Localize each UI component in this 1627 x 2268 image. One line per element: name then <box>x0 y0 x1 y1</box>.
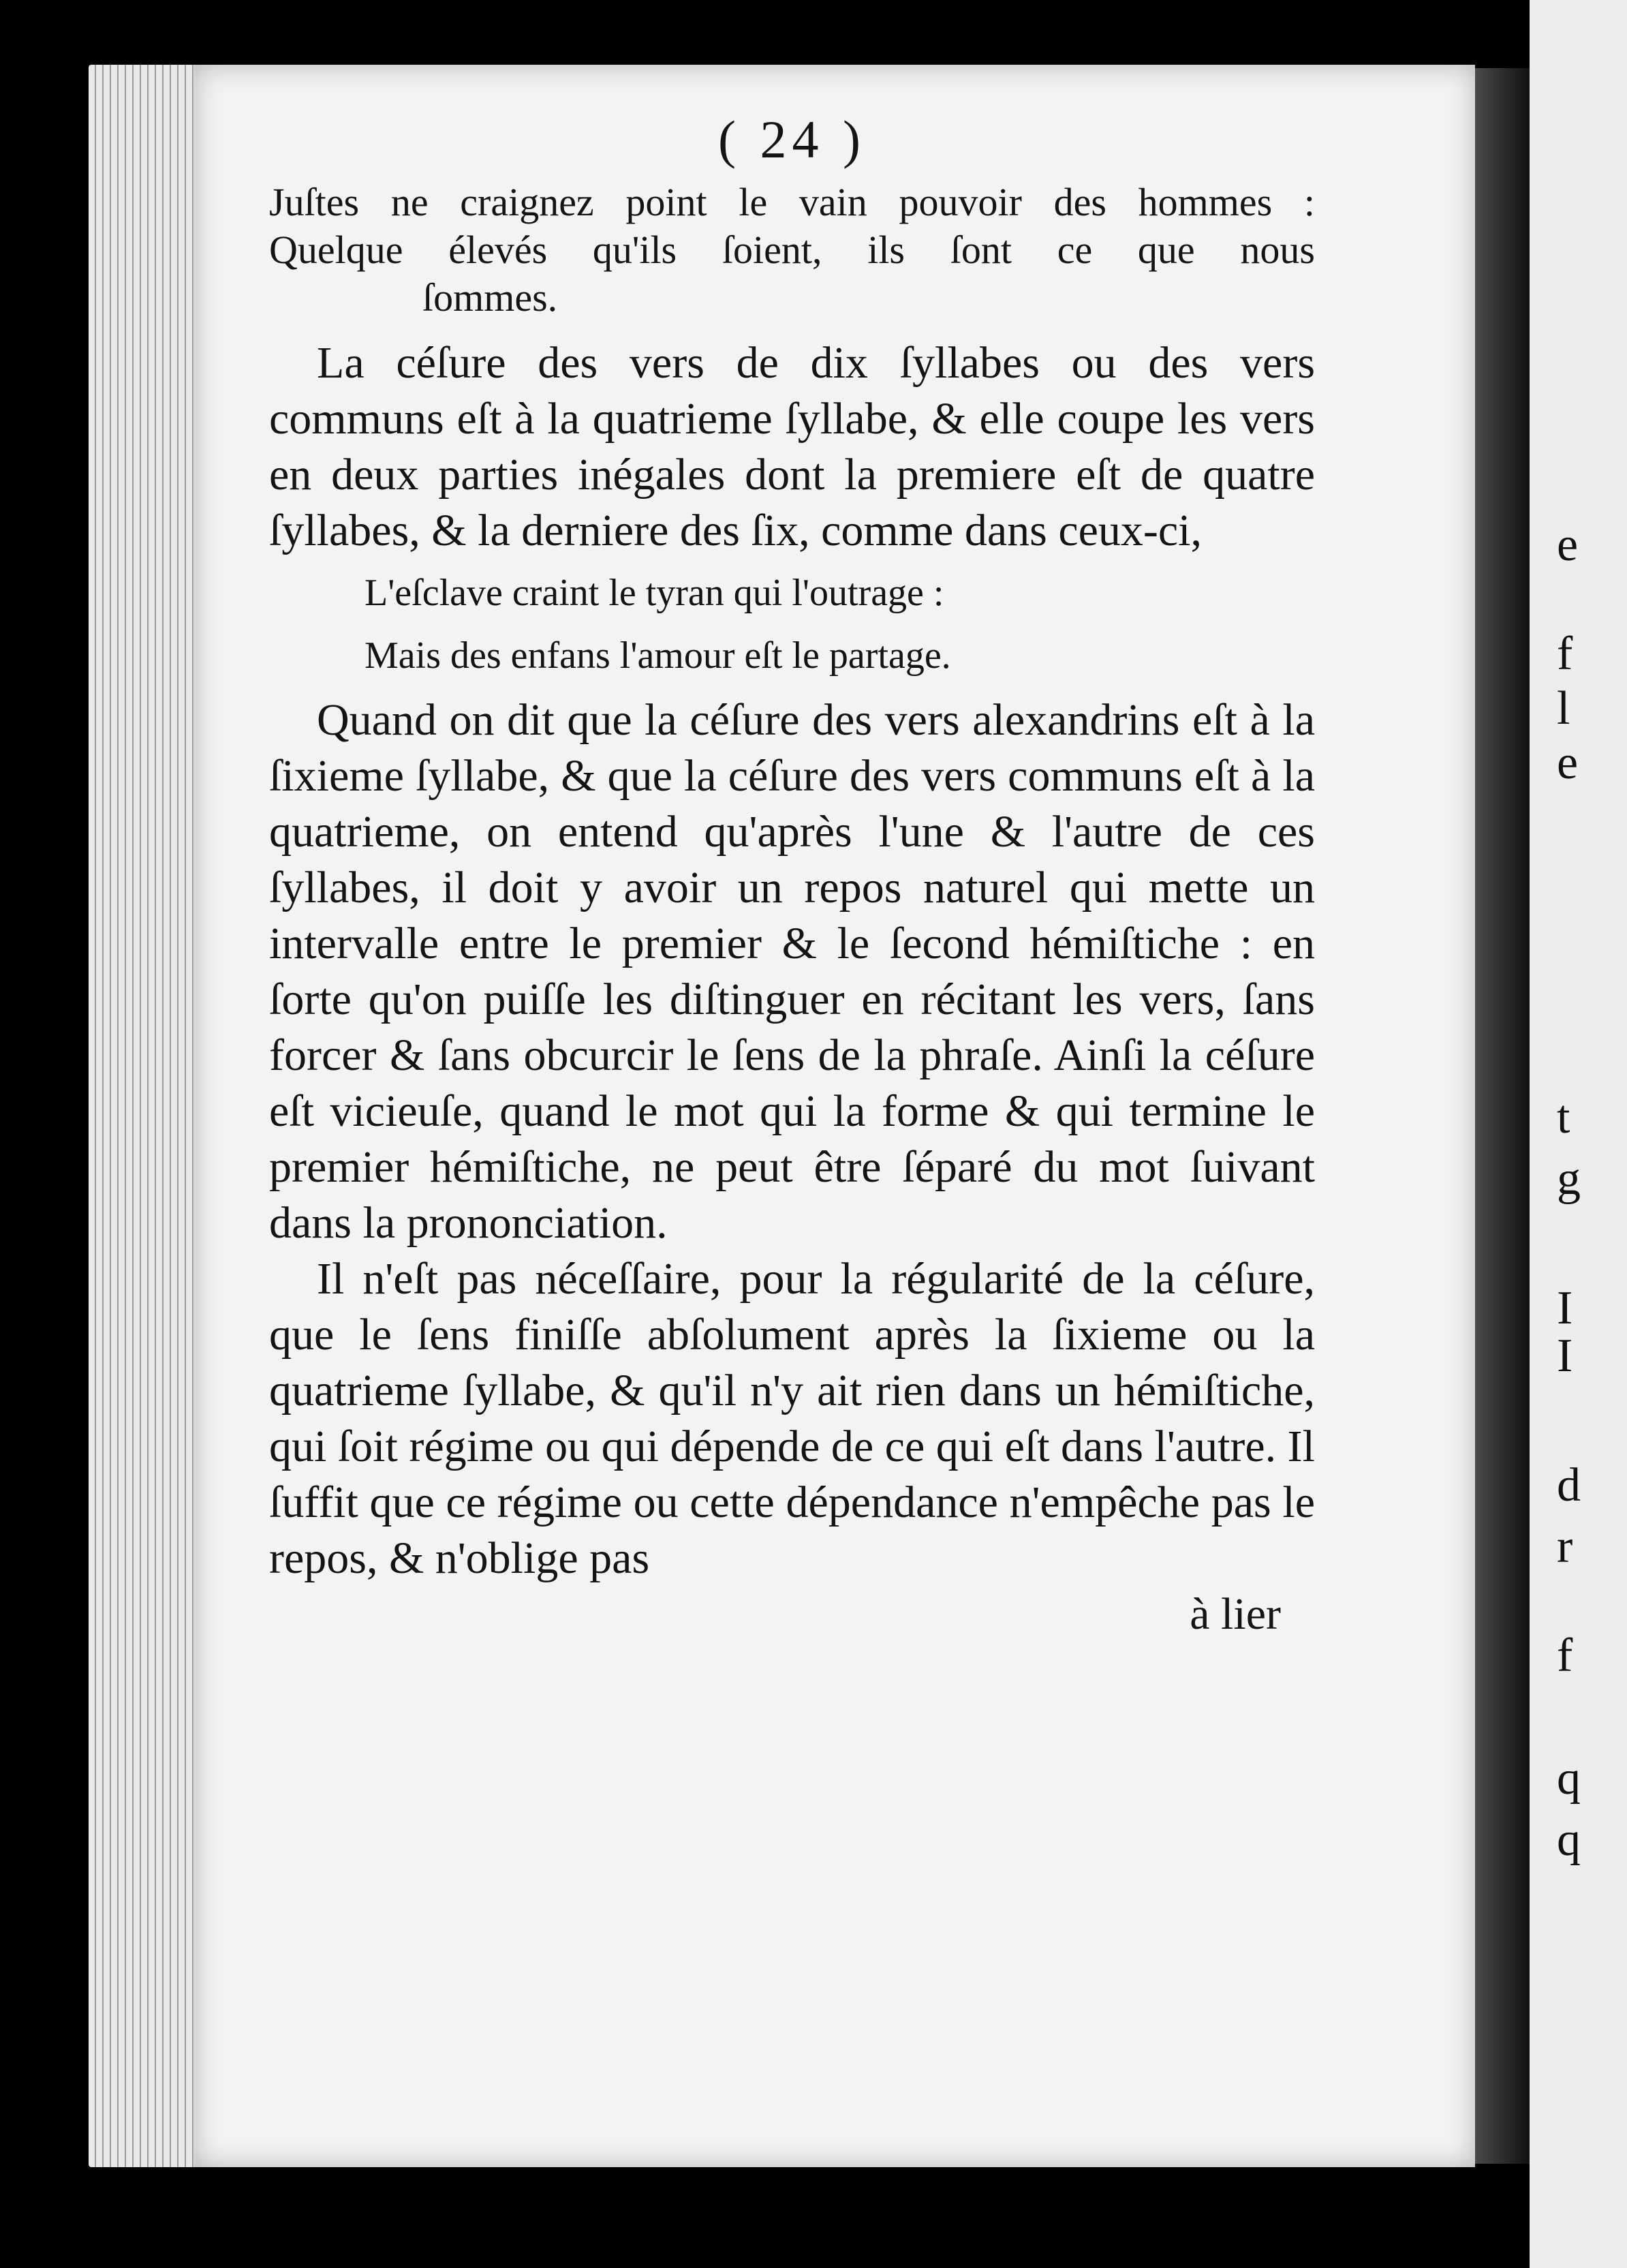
facing-fragment: e <box>1557 737 1579 789</box>
facing-fragment: l <box>1557 682 1570 735</box>
gutter-shadow <box>1475 68 1530 2164</box>
paragraph-cesure-definition: Quand on dit que la céſure des vers alexandrins eſt à la ſixieme ſyllabe, & que la céſure des vers communs eſt à la quatrieme, on entend qu'après l'une & l'autre de ces ſyllabes, il doit y avoir un repos naturel qui mette un intervalle entre le premier & le ſecond hémiſtiche : en ſorte qu'on puiſſe les diſtinguer en récitant les vers, ſans forcer & ſans obcurcir le ſens de la phraſe. Ainſi la céſure eſt vicieuſe, quand le mot qui la forme & qui termine le premier hémiſtiche, ne peut être ſéparé du mot ſuivant dans la prononciation. <box>269 695 1315 1248</box>
facing-fragment: g <box>1557 1152 1581 1205</box>
facing-fragment: q <box>1557 1752 1581 1805</box>
facing-page-edge <box>1530 0 1627 2268</box>
catchword: à lier <box>1190 1589 1281 1639</box>
facing-fragment: t <box>1557 1091 1570 1144</box>
facing-fragment: r <box>1557 1520 1573 1573</box>
facing-fragment: f <box>1557 1629 1573 1682</box>
facing-fragment: d <box>1557 1459 1581 1512</box>
facing-fragment: f <box>1557 628 1573 680</box>
verse-line: Juſtes ne craignez point le vain pouvoir des hommes : <box>269 180 1315 224</box>
facing-fragment: I <box>1557 1282 1573 1334</box>
page-edges <box>89 65 198 2167</box>
verse-line: ſommes. <box>422 275 558 320</box>
quote-line: L'eſclave craint le tyran qui l'outrage : <box>365 572 944 614</box>
facing-fragment: I <box>1557 1330 1573 1382</box>
paragraph-cesure-dix-syllabes: La céſure des vers de dix ſyllabes ou des vers communs eſt à la quatrieme ſyllabe, & elle coupe les vers en deux parties inégales dont la premiere eſt de quatre ſyllabes, & la derniere des ſix, comme dans ceux-ci, <box>269 338 1315 555</box>
paragraph-cesure-regularite: Il n'eſt pas néceſſaire, pour la régularité de la céſure, que le ſens finiſſe abſolument après la ſixieme ou la quatrieme ſyllabe, & qu'il n'y ait rien dans un hémiſtiche, qui ſoit régime ou qui dépende de ce qui eſt dans l'autre. Il ſuffit que ce régime ou cette dépendance n'empêche pas le repos, & n'oblige pas <box>269 1254 1315 1583</box>
quote-line: Mais des enfans l'amour eſt le partage. <box>365 634 951 677</box>
facing-fragment: q <box>1557 1813 1581 1866</box>
page-number: ( 24 ) <box>718 110 866 169</box>
facing-fragment: e <box>1557 519 1579 571</box>
verse-line: Quelque élevés qu'ils ſoient, ils ſont ce que nous <box>269 228 1315 272</box>
quoted-verses <box>365 562 1315 687</box>
page-text <box>269 109 1315 1642</box>
